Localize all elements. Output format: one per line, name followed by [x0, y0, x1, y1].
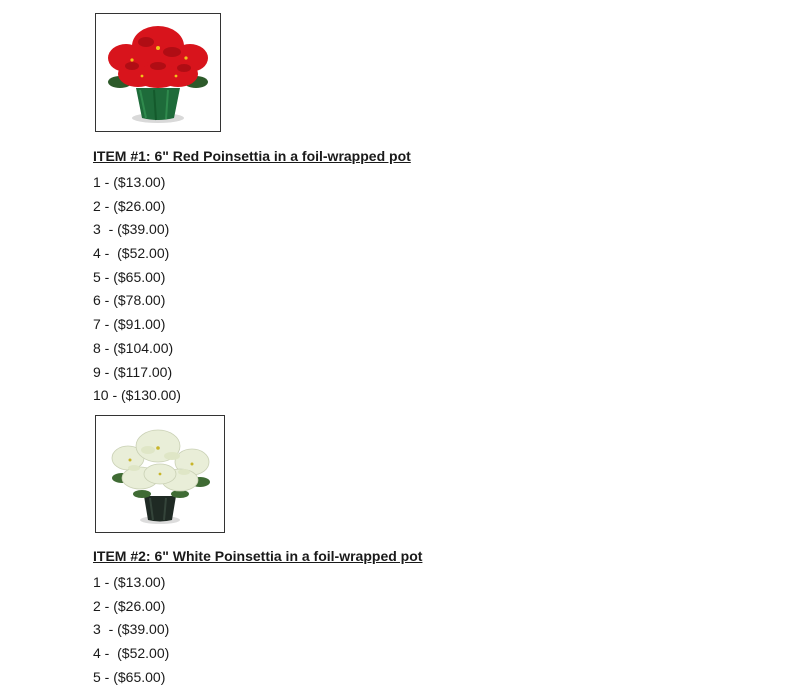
- item-2-quantity-options: [93, 571, 422, 689]
- quantity-option[interactable]: 1 - ($13.00): [93, 574, 166, 590]
- quantity-option[interactable]: 10 - ($130.00): [93, 387, 181, 404]
- product-white-poinsettia: [93, 415, 422, 689]
- quantity-option[interactable]: 3 - ($39.00): [93, 621, 170, 638]
- quantity-option[interactable]: 5 - ($65.00): [93, 268, 166, 285]
- quantity-option[interactable]: 1 - ($13.00): [93, 174, 166, 190]
- white-poinsettia-image[interactable]: [95, 415, 225, 533]
- item-2-title[interactable]: ITEM #2: 6" White Poinsettia in a foil-wrapped pot: [93, 548, 423, 564]
- item-1-title[interactable]: ITEM #1: 6" Red Poinsettia in a foil-wrapped pot: [93, 148, 411, 164]
- red-poinsettia-image[interactable]: [95, 13, 221, 132]
- quantity-option[interactable]: 9 - ($117.00): [93, 363, 173, 380]
- quantity-option[interactable]: 6 - ($78.00): [93, 292, 166, 309]
- quantity-option[interactable]: 4 - ($52.00): [93, 645, 170, 662]
- white-poinsettia-icon: [96, 416, 224, 532]
- quantity-option[interactable]: 2 - ($26.00): [93, 197, 166, 214]
- red-poinsettia-icon: [96, 14, 220, 131]
- quantity-option[interactable]: 3 - ($39.00): [93, 221, 170, 238]
- quantity-option[interactable]: 4 - ($52.00): [93, 245, 170, 262]
- quantity-option[interactable]: 5 - ($65.00): [93, 668, 166, 685]
- quantity-option[interactable]: 7 - ($91.00): [93, 316, 166, 333]
- quantity-option[interactable]: 8 - ($104.00): [93, 339, 174, 356]
- quantity-option[interactable]: 2 - ($26.00): [93, 597, 166, 614]
- item-1-quantity-options: [93, 171, 411, 408]
- product-red-poinsettia: [93, 13, 411, 408]
